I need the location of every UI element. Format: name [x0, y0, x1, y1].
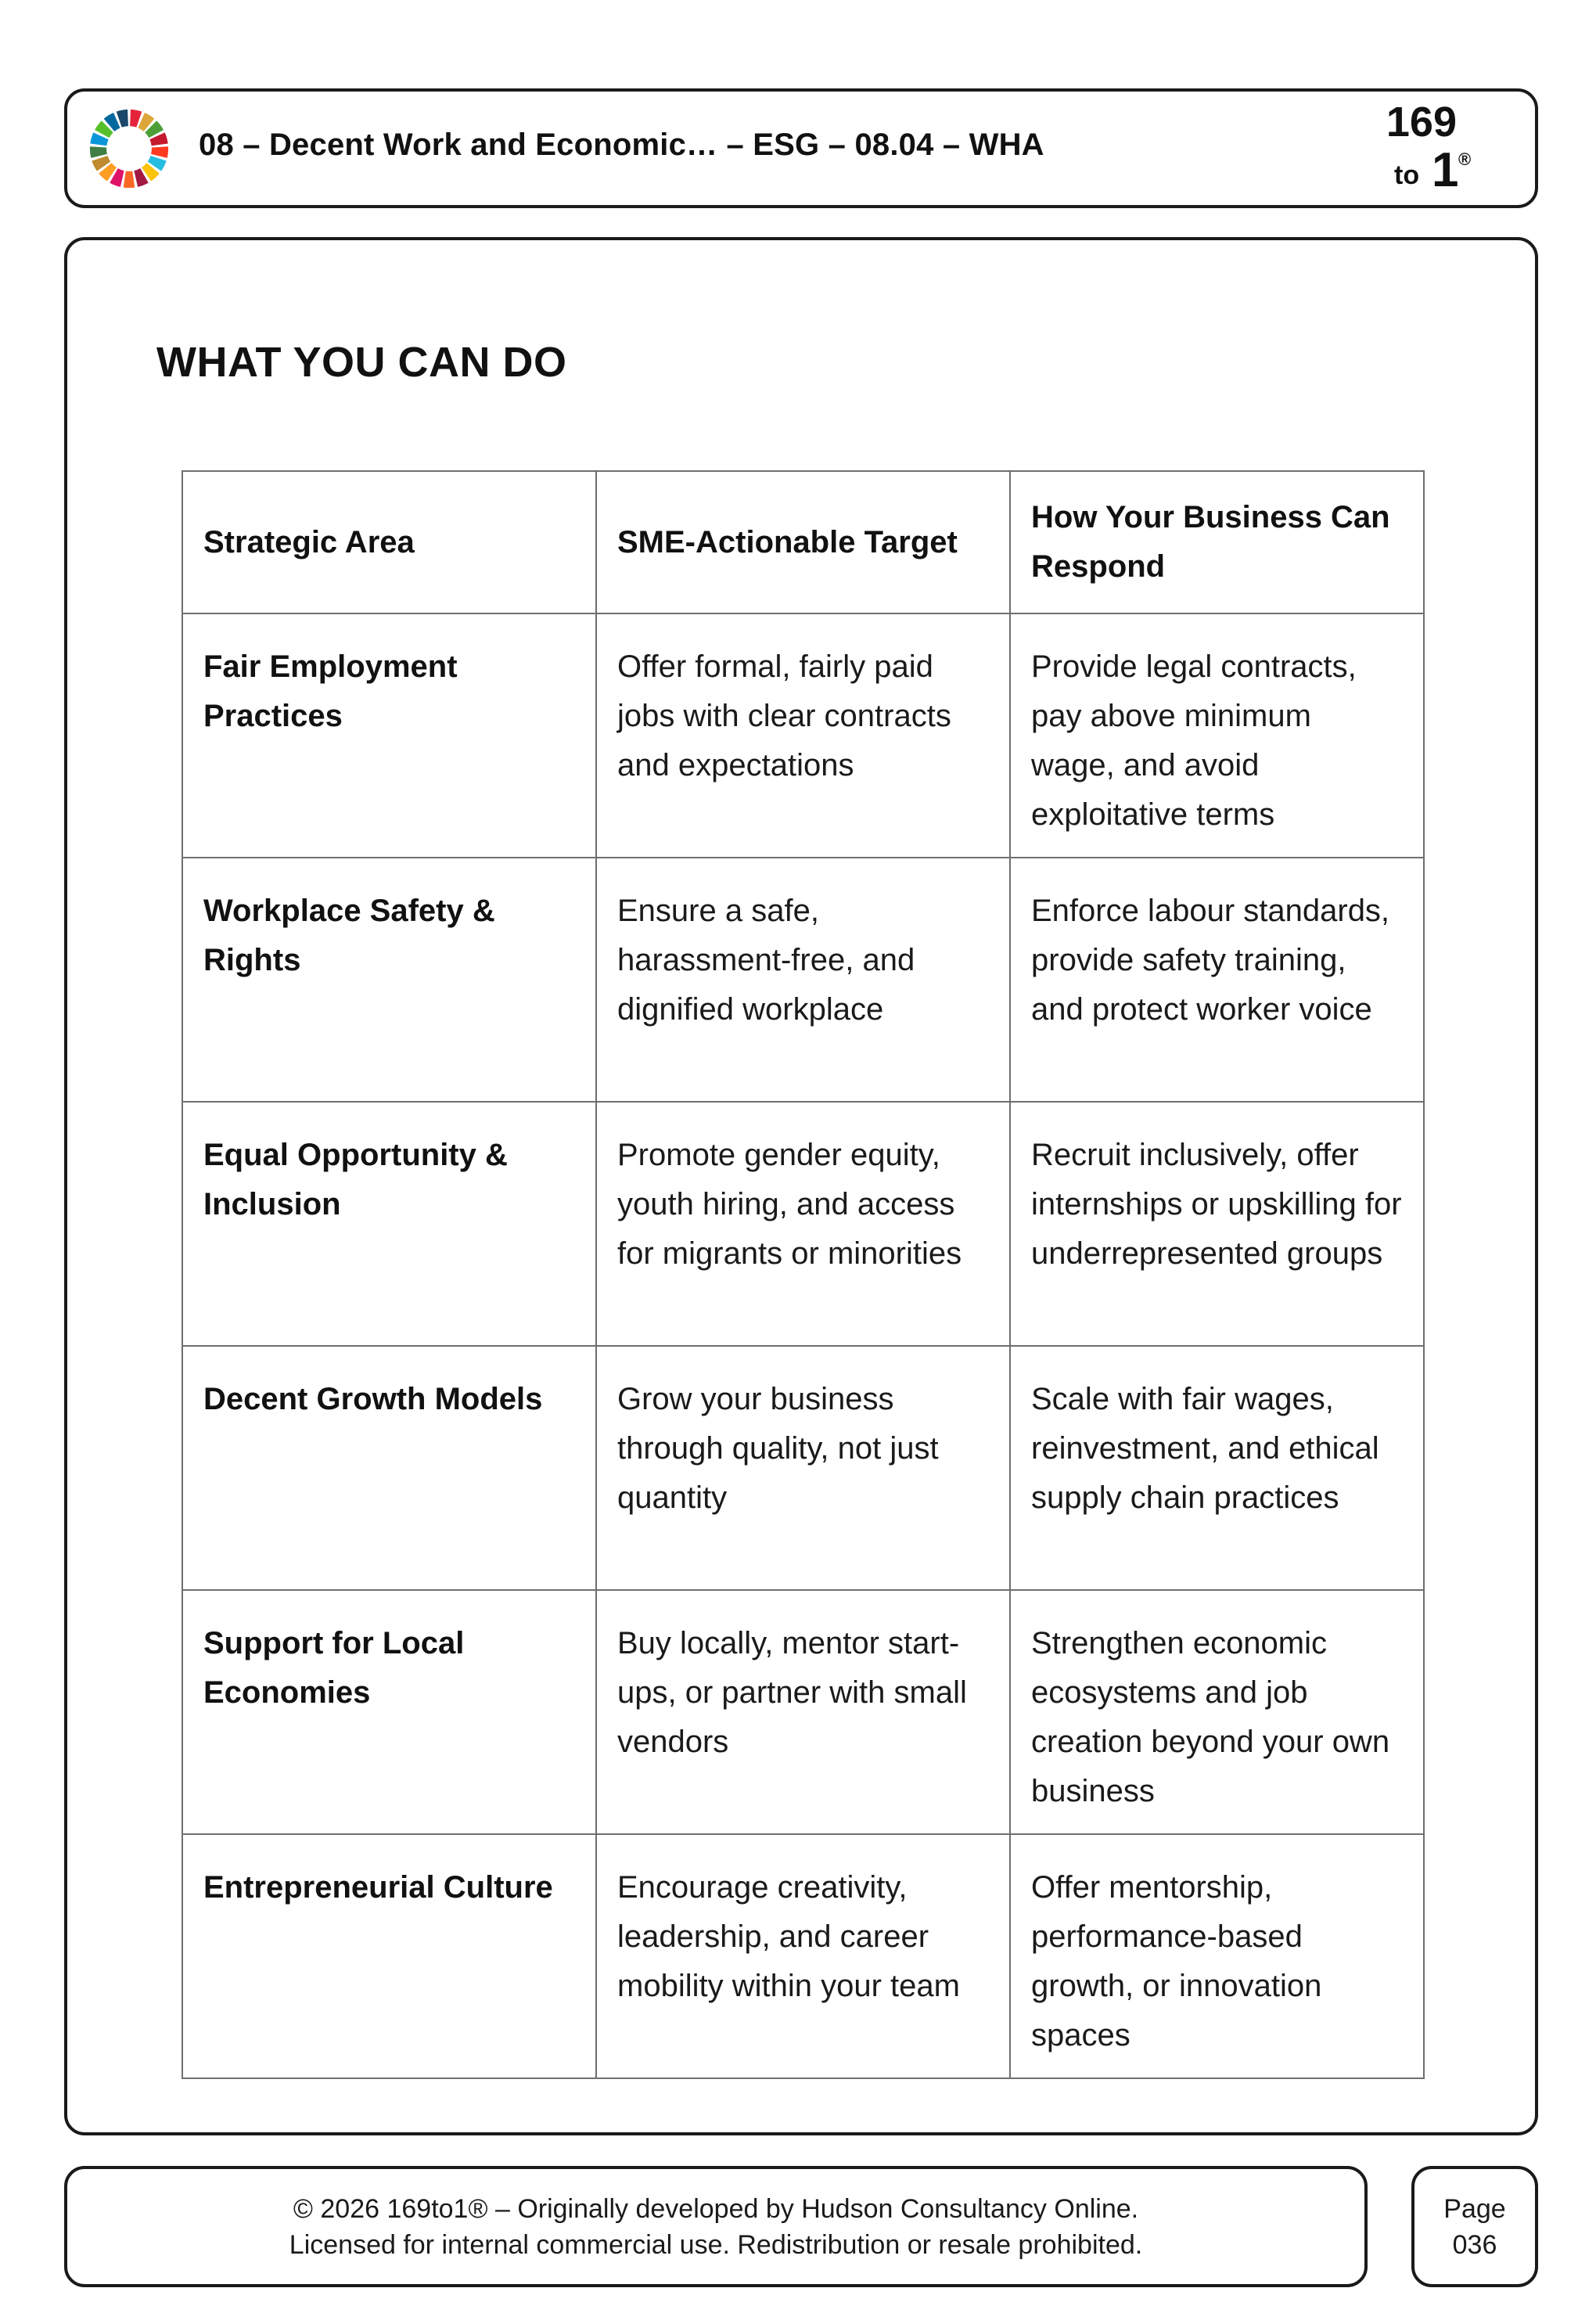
target-cell: Grow your business through quality, not just quantity: [596, 1346, 1010, 1590]
target-cell: Encourage creativity, leadership, and career mobility within your team: [596, 1834, 1010, 2078]
wheel-segment: [151, 146, 168, 158]
brand-one: 1: [1432, 143, 1459, 197]
table-header-row: [182, 471, 1424, 613]
footer-notice: [64, 2166, 1368, 2287]
table-header-cell: SME-Actionable Target: [596, 471, 1010, 613]
actions-table: [182, 470, 1425, 2079]
strategic-area-cell: Equal Opportunity & Inclusion: [182, 1102, 596, 1346]
response-cell: Scale with fair wages, reinvestment, and ethical supply chain practices: [1010, 1346, 1424, 1590]
section-title: WHAT YOU CAN DO: [156, 339, 567, 386]
response-cell: Provide legal contracts, pay above minimum wage, and avoid exploitative terms: [1010, 613, 1424, 858]
table-row: [182, 613, 1424, 858]
brand-number: 169: [1386, 99, 1457, 146]
response-cell: Offer mentorship, performance-based growth, or innovation spaces: [1010, 1834, 1424, 2078]
brand-registered: ®: [1458, 149, 1472, 169]
table-row: [182, 1346, 1424, 1590]
page-number-box: [1411, 2166, 1538, 2287]
page-number: 036: [1452, 2230, 1497, 2260]
strategic-area-cell: Support for Local Economies: [182, 1590, 596, 1834]
target-cell: Promote gender equity, youth hiring, and access for migrants or minorities: [596, 1102, 1010, 1346]
strategic-area-cell: Entrepreneurial Culture: [182, 1834, 596, 2078]
target-cell: Offer formal, fairly paid jobs with clear contracts and expectations: [596, 613, 1010, 858]
target-cell: Buy locally, mentor start-ups, or partner with small vendors: [596, 1590, 1010, 1834]
main-panel: [64, 237, 1538, 2135]
response-cell: Recruit inclusively, offer internships or upskilling for underrepresented groups: [1010, 1102, 1424, 1346]
table-row: [182, 858, 1424, 1102]
copyright-line: © 2026 169to1® – Originally developed by Hudson Consultancy Online.: [293, 2194, 1139, 2224]
target-cell: Ensure a safe, harassment-free, and dignified workplace: [596, 858, 1010, 1102]
strategic-area-cell: Decent Growth Models: [182, 1346, 596, 1590]
table-row: [182, 1834, 1424, 2078]
response-cell: Enforce labour standards, provide safety training, and protect worker voice: [1010, 858, 1424, 1102]
sdg-wheel-logo: [88, 107, 171, 190]
response-cell: Strengthen economic ecosystems and job creation beyond your own business: [1010, 1590, 1424, 1834]
wheel-segment: [90, 146, 107, 158]
table-header-cell: Strategic Area: [182, 471, 596, 613]
brand-logo: [1371, 98, 1480, 200]
page-header: [64, 88, 1538, 208]
strategic-area-cell: Workplace Safety & Rights: [182, 858, 596, 1102]
header-title: 08 – Decent Work and Economic… – ESG – 08.04 – WHA: [199, 128, 1044, 162]
strategic-area-cell: Fair Employment Practices: [182, 613, 596, 858]
table-row: [182, 1102, 1424, 1346]
brand-to: to: [1394, 160, 1420, 190]
table-header-cell: How Your Business Can Respond: [1010, 471, 1424, 613]
wheel-segment: [124, 171, 135, 189]
table-row: [182, 1590, 1424, 1834]
license-line: Licensed for internal commercial use. Redistribution or resale prohibited.: [289, 2230, 1143, 2260]
page-label: Page: [1443, 2194, 1506, 2224]
